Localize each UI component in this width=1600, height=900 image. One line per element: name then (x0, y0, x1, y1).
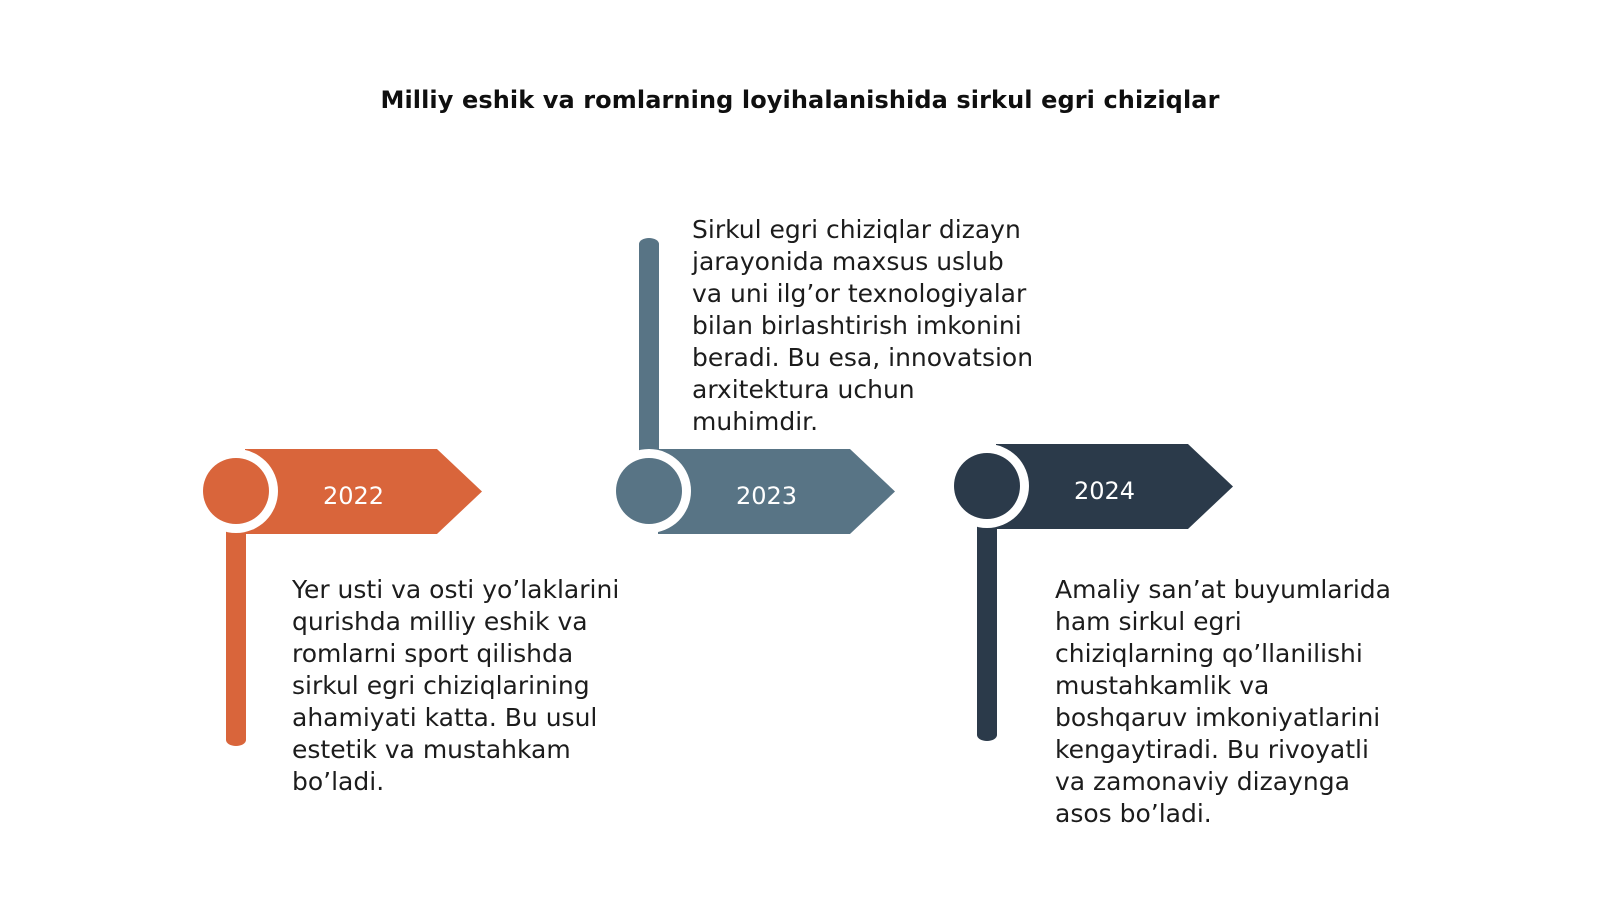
milestone-dot (616, 458, 682, 524)
year-label: 2022 (323, 482, 385, 510)
milestone-description: Yer usti va osti yo’laklarini qurishda milliy eshik va romlarni sport qilishda sirkul egri chiziqlarining ahamiyati katta. Bu usul estetik va mustahkam bo’ladi. (292, 575, 620, 796)
timeline-stem (977, 505, 997, 741)
year-label: 2024 (1074, 477, 1136, 505)
milestone-description: Amaliy san’at buyumlarida ham sirkul egri chiziqlarning qo’llanilishi mustahkamlik va boshqaruv imkoniyatlarini kengaytiradi. Bu rivoyatli va zamonaviy dizaynga asos bo’ladi. (1055, 575, 1391, 828)
timeline-stem (639, 238, 659, 460)
year-label: 2023 (736, 482, 798, 510)
timeline-stem (226, 510, 246, 746)
page-title: Milliy eshik va romlarning loyihalanishida sirkul egri chiziqlar (380, 86, 1220, 114)
milestone-dot (954, 453, 1020, 519)
milestone-dot (203, 458, 269, 524)
milestone-description: Sirkul egri chiziqlar dizayn jarayonida maxsus uslub va uni ilg’or texnologiyalar bilan birlashtirish imkonini beradi. Bu esa, innovatsion arxitektura uchun muhimdir. (692, 215, 1034, 436)
